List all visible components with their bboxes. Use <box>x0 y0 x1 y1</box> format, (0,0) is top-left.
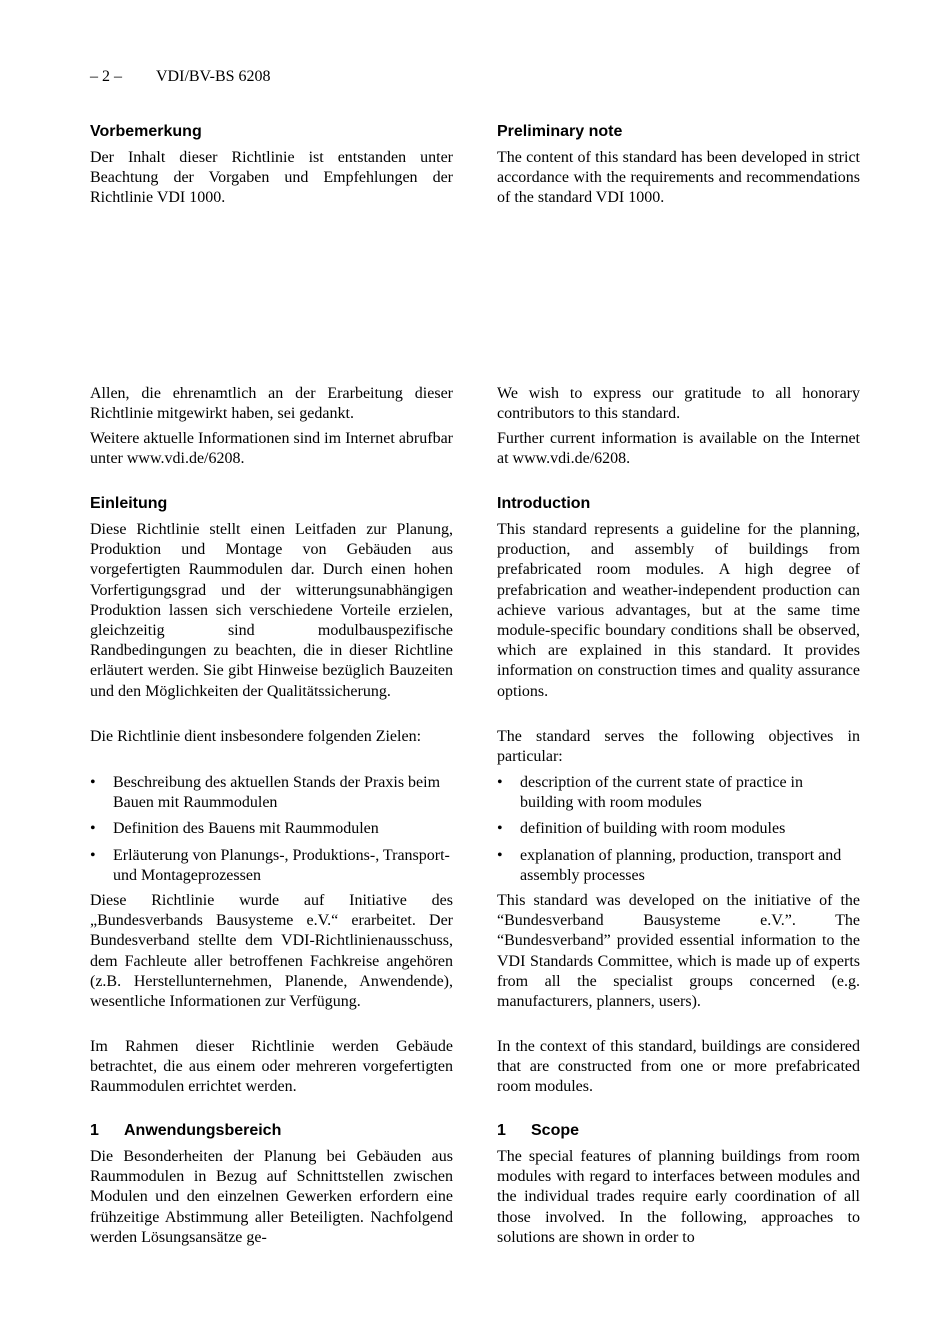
paragraph-initiative: Diese Richtlinie wurde auf Initiative des „Bundesverbands Bausysteme e.V.“ erarbeitet. Der Bundesverband stellte dem VDI-Richtlinienausschuss, dem Fachleute aller betroffenen Fachkreise angehören (z.B. Herstellunternehmen, Planende, Anwendende), wesentliche Informationen zur Verfügung. <box>90 892 453 1011</box>
section-number: 1 <box>497 1122 506 1139</box>
list-item <box>90 773 453 813</box>
section-heading-anwendungsbereich <box>90 1121 453 1141</box>
list-item <box>497 819 860 839</box>
bullet-icon: • <box>497 847 503 864</box>
list-item <box>497 846 860 886</box>
paragraph-preliminary-note: The content of this standard has been developed in strict accordance with the requirements and recommendations of the standard VDI 1000. <box>497 149 860 207</box>
section-number: 1 <box>90 1122 99 1139</box>
paragraph-scope: The special features of planning buildings from room modules with regard to interfaces between modules and the individual trades require early coordination of all those involved. In the following, approaches to solutions are shown in order to <box>497 1148 860 1246</box>
paragraph-thanks: Allen, die ehrenamtlich an der Erarbeitung dieser Richtlinie mitgewirkt haben, sei gedankt. <box>90 385 453 423</box>
section-heading-preliminary-note: Preliminary note <box>497 123 623 140</box>
list-item-text: Definition des Bauens mit Raummodulen <box>113 820 379 837</box>
list-item-text: definition of building with room modules <box>520 820 786 837</box>
section-title: Anwendungsbereich <box>124 1122 282 1139</box>
document-id: VDI/BV-BS 6208 <box>156 68 271 85</box>
bullet-icon: • <box>497 774 503 791</box>
list-item-text: description of the current state of practice in building with room modules <box>520 774 803 812</box>
paragraph-info: Weitere aktuelle Informationen sind im Internet abrufbar unter www.vdi.de/6208. <box>90 430 454 468</box>
section-heading-einleitung: Einleitung <box>90 495 168 512</box>
list-item <box>90 846 453 886</box>
list-item <box>497 773 860 813</box>
section-heading-scope <box>497 1121 860 1141</box>
paragraph-rahmen: Im Rahmen dieser Richtlinie werden Gebäude betrachtet, die aus einem oder mehreren vorgefertigten Raummodulen errichtet werden. <box>90 1038 453 1096</box>
paragraph-info: Further current information is available on the Internet at www.vdi.de/6208. <box>497 430 860 468</box>
section-title: Scope <box>531 1122 580 1139</box>
page-number: – 2 – <box>90 68 122 85</box>
paragraph-vorbemerkung: Der Inhalt dieser Richtlinie ist entstanden unter Beachtung der Vorgaben und Empfehlungen der Richtlinie VDI 1000. <box>90 149 453 207</box>
bullet-icon: • <box>90 820 96 837</box>
paragraph-einleitung: Diese Richtlinie stellt einen Leitfaden zur Planung, Produktion und Montage von Gebäuden aus vorgefertigten Raummodulen dar. Durch einen hohen Vorfertigungsgrad und der witterungsunabhängigen Produktion lassen sich verschiedene Vorteile erzielen, gleichzeitig sind modulbauspezifische Randbedingungen zu beachten, die in dieser Richtline erläutert werden. Sie gibt Hinweise bezüglich Bauzeiten und den Möglichkeiten der Qualitätssicherung. <box>90 521 453 700</box>
page-header <box>90 68 271 86</box>
list-item-text: explanation of planning, production, transport and assembly processes <box>520 847 842 885</box>
paragraph-objectives: The standard serves the following objectives in particular: <box>497 728 860 766</box>
section-heading-introduction: Introduction <box>497 495 591 512</box>
bullet-icon: • <box>90 774 96 791</box>
bullet-icon: • <box>90 847 96 864</box>
list-item-text: Beschreibung des aktuellen Stands der Praxis beim Bauen mit Raummodulen <box>113 774 441 812</box>
paragraph-introduction: This standard represents a guideline for the planning, production, and assembly of buildings from prefabricated room modules. A high degree of prefabrication and weather-independent production can achieve various advantages, but at the same time module-specific boundary conditions shall be observed, which are explained in this standard. It provides information on construction times and quality assurance options. <box>497 521 860 700</box>
bullet-icon: • <box>497 820 503 837</box>
list-item-text: Erläuterung von Planungs-, Produktions-, Transport- und Montageprozessen <box>113 847 450 885</box>
paragraph-thanks: We wish to express our gratitude to all honorary contributors to this standard. <box>497 385 860 423</box>
paragraph-initiative: This standard was developed on the initiative of the “Bundesverband Bausysteme e.V.”. The “Bundesverband” provided essential information to the VDI Standards Committee, which is made up of experts from all the specialist groups concerned (e.g. manufacturers, planners, users). <box>497 892 860 1011</box>
paragraph-anwendungsbereich: Die Besonderheiten der Planung bei Gebäuden aus Raummodulen in Bezug auf Schnittstellen zwischen Modulen und den einzelnen Gewerken erfordern eine frühzeitige Abstimmung aller Beteiligten. Nachfolgend werden Lösungsansätze ge- <box>90 1148 453 1246</box>
paragraph-ziele: Die Richtlinie dient insbesondere folgenden Zielen: <box>90 728 422 745</box>
list-item <box>90 819 453 839</box>
section-heading-vorbemerkung: Vorbemerkung <box>90 123 202 140</box>
paragraph-context: In the context of this standard, buildings are considered that are constructed from one or more prefabricated room modules. <box>497 1038 860 1096</box>
